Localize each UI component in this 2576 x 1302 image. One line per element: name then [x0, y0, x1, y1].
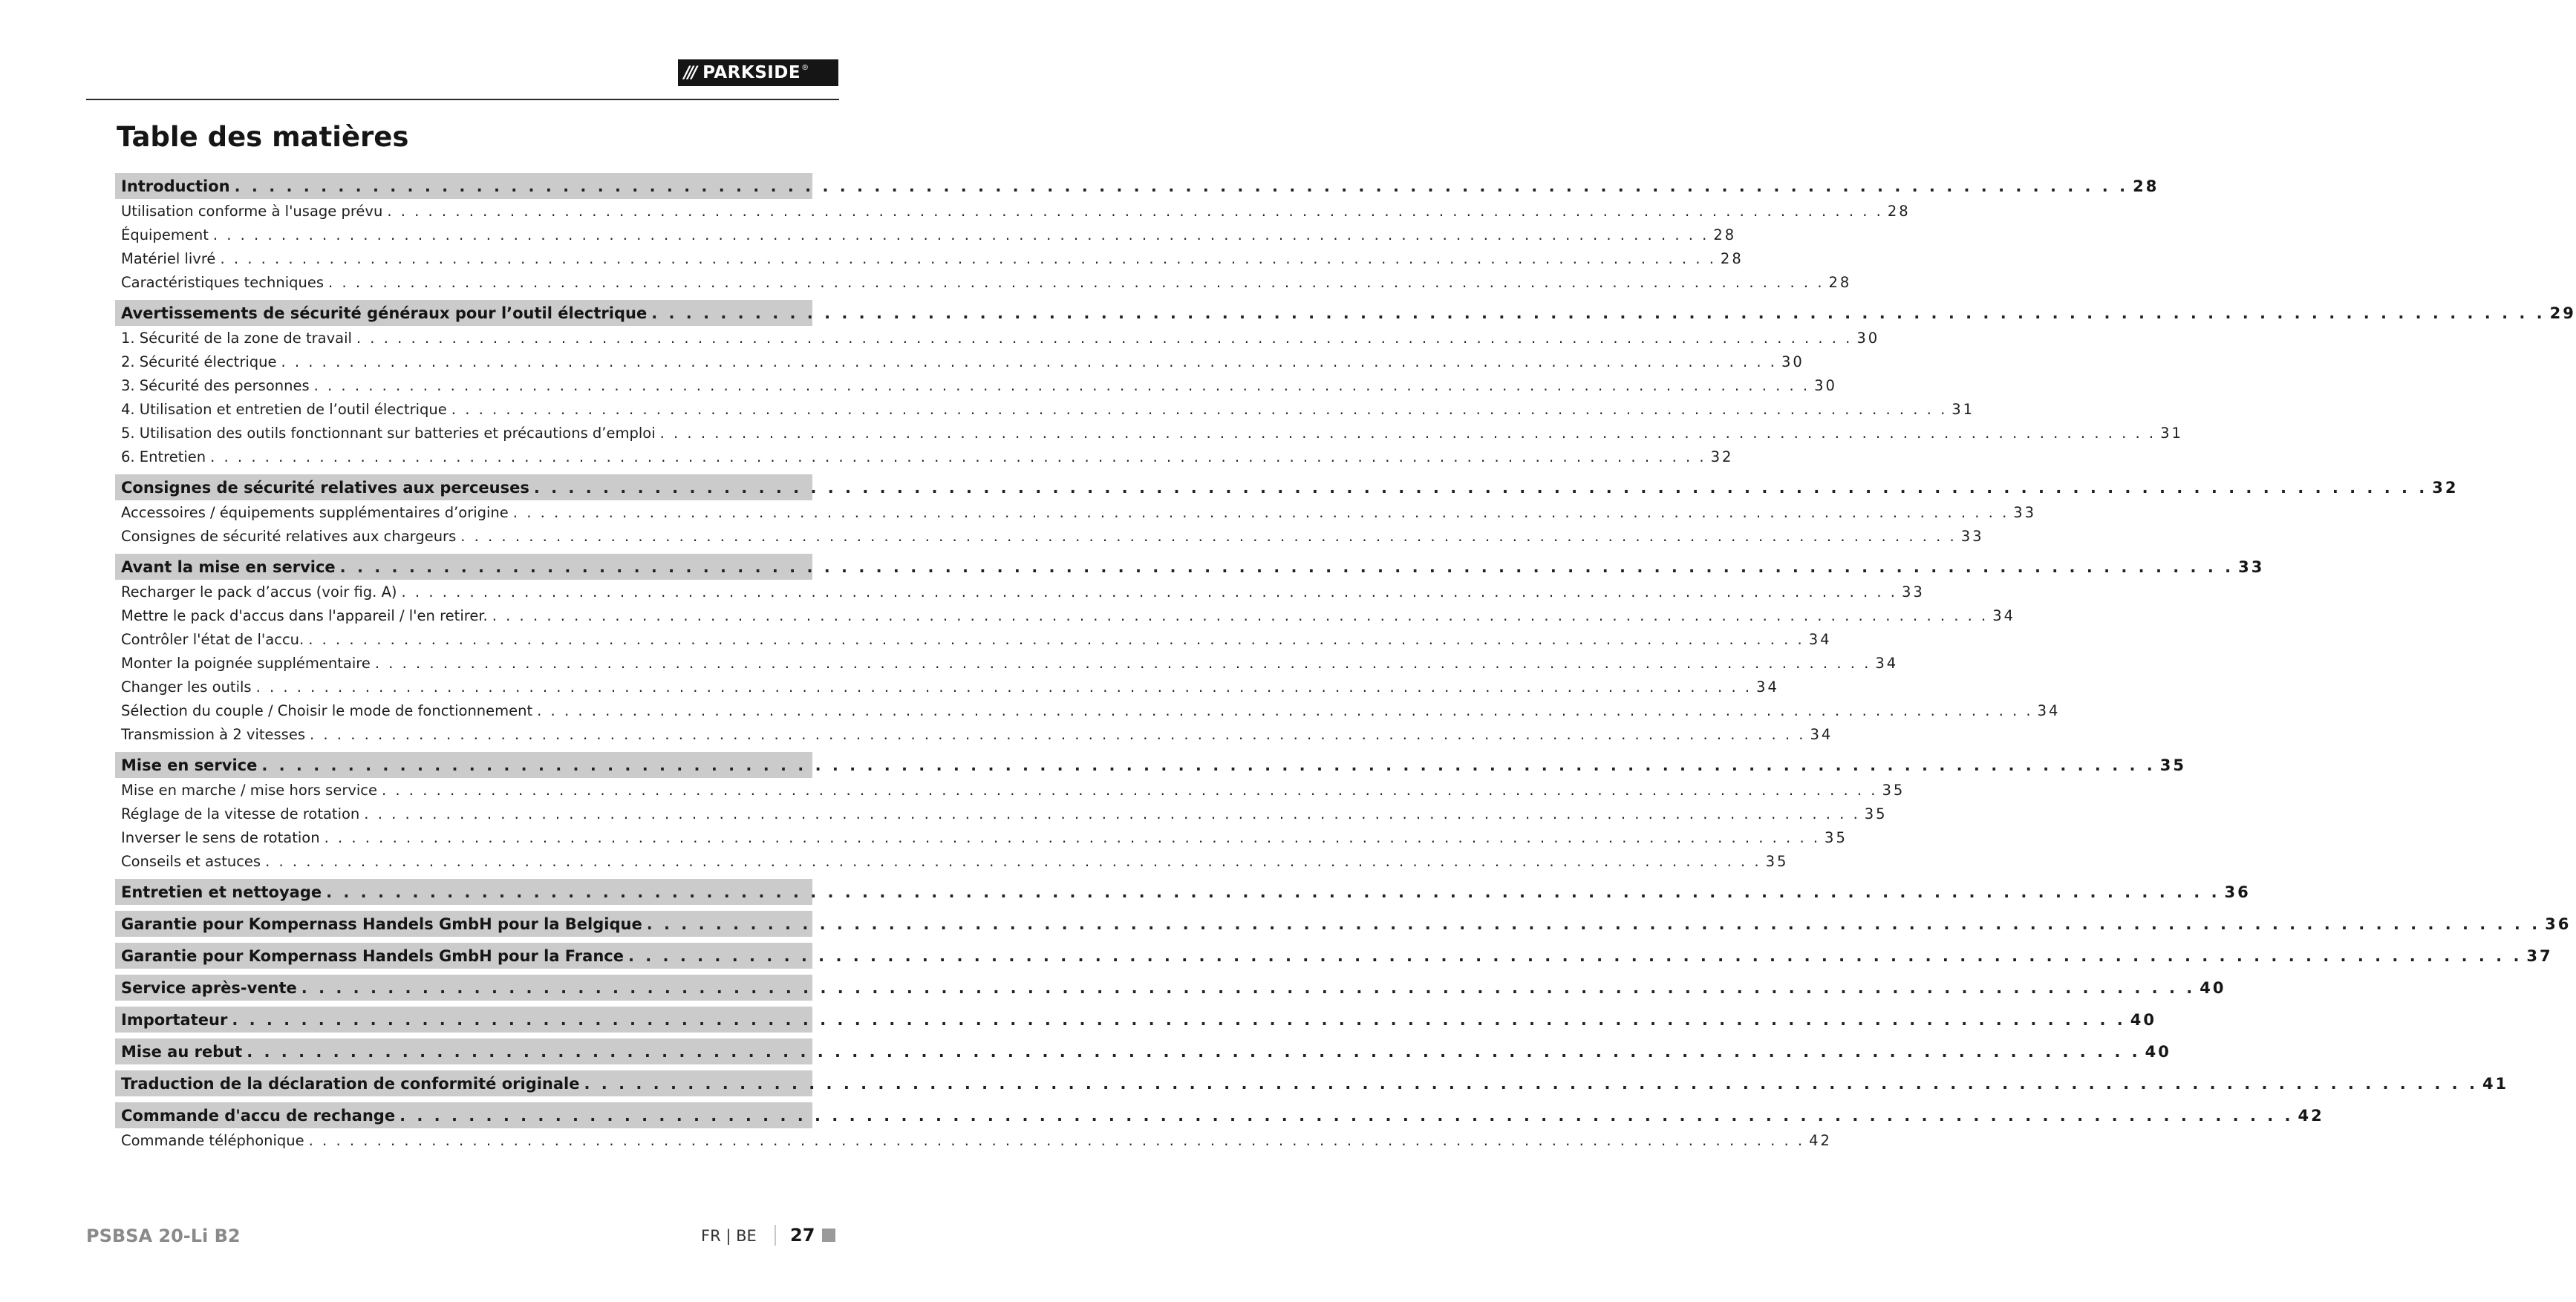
- toc-entry-title: Consignes de sécurité relatives aux perceuses: [121, 478, 529, 497]
- toc-gap: [115, 905, 812, 911]
- toc-entry-title: 4. Utilisation et entretien de l’outil électrique: [121, 400, 447, 418]
- toc-leader-dots: . . . . . . . . . . . . . . . . . . . . . . . . . . . . . . . . . . . . . . . . . . . . . . . . . . . . . . . . . . . . . . . . . . . . . . . . . . . . . . . . . . . . . . . . . . . . . . . . . . . . . . . . . . . . . .: [584, 1074, 2478, 1093]
- toc-entry-title: Réglage de la vitesse de rotation: [121, 805, 360, 822]
- toc-section-heading[interactable]: [115, 554, 2265, 580]
- toc-page-number: 40: [2145, 1042, 2171, 1061]
- toc-entry-title: Introduction: [121, 177, 230, 195]
- toc-page-number: 34: [1808, 630, 1832, 648]
- toc-entry-title: Mise en marche / mise hors service: [121, 781, 378, 799]
- toc-section-heading[interactable]: [115, 943, 2553, 969]
- toc-entry-title: Entretien et nettoyage: [121, 883, 322, 901]
- toc-entry-title: Recharger le pack d’accus (voir fig. A): [121, 583, 397, 601]
- toc-page-number: 35: [1825, 828, 1848, 846]
- toc-page-number: 31: [2160, 424, 2183, 442]
- toc-leader-dots: . . . . . . . . . . . . . . . . . . . . . . . . . . . . . . . . . . . . . . . . . . . . . . . . . . . . . . . . . . . . . . . . . . . . . . . . . . . . . . . . . . . . . . . . . . . . . . . . . . . . . . . . . . . . . .: [265, 852, 1761, 870]
- toc-leader-dots: . . . . . . . . . . . . . . . . . . . . . . . . . . . . . . . . . . . . . . . . . . . . . . . . . . . . . . . . . . . . . . . . . . . . . . . . . . . . . . . . . . . . . . . . . . . . . . . . . . . . . . . . . . . . . .: [537, 701, 2033, 719]
- toc-entry-title: Avant la mise en service: [121, 557, 336, 576]
- toc-entry[interactable]: [115, 778, 1905, 802]
- toc-page-number: 36: [2545, 915, 2572, 933]
- toc-leader-dots: . . . . . . . . . . . . . . . . . . . . . . . . . . . . . . . . . . . . . . . . . . . . . . . . . . . . . . . . . . . . . . . . . . . . . . . . . . . . . . . . . . . . . . . . . . . . . . . . . . . . . . . . . . . . . .: [512, 503, 2009, 521]
- toc-page-number: 33: [1960, 527, 1984, 545]
- toc-leader-dots: . . . . . . . . . . . . . . . . . . . . . . . . . . . . . . . . . . . . . . . . . . . . . . . . . . . . . . . . . . . . . . . . . . . . . . . . . . . . . . . . . . . . . . . . . . . . . . . . . . . . . . . . . . . . . .: [212, 226, 1709, 243]
- toc-gap: [115, 294, 812, 300]
- toc-leader-dots: . . . . . . . . . . . . . . . . . . . . . . . . . . . . . . . . . . . . . . . . . . . . . . . . . . . . . . . . . . . . . . . . . . . . . . . . . . . . . . . . . . . . . . . . . . . . . . . . . . . . . . . . . . . . . .: [308, 1131, 1805, 1149]
- toc-page-number: 34: [2037, 701, 2061, 719]
- toc-page-number: 42: [2298, 1106, 2324, 1125]
- toc-page-number: 35: [1864, 805, 1888, 822]
- toc-leader-dots: . . . . . . . . . . . . . . . . . . . . . . . . . . . . . . . . . . . . . . . . . . . . . . . . . . . . . . . . . . . . . . . . . . . . . . . . . . . . . . . . . . . . . . . . . . . . . . . . . . . . . . . . . . . . . .: [659, 424, 2156, 442]
- toc-entry-title: Mise au rebut: [121, 1042, 243, 1061]
- toc-leader-dots: . . . . . . . . . . . . . . . . . . . . . . . . . . . . . . . . . . . . . . . . . . . . . . . . . . . . . . . . . . . . . . . . . . . . . . . . . . . . . . . . . . . . . . . . . . . . . . . . . . . . . . . . . . . . . .: [234, 177, 2129, 195]
- toc-entry-title: Commande téléphonique: [121, 1131, 304, 1149]
- toc-gap: [115, 468, 812, 474]
- toc-page-number: 33: [2238, 557, 2265, 576]
- toc-leader-dots: . . . . . . . . . . . . . . . . . . . . . . . . . . . . . . . . . . . . . . . . . . . . . . . . . . . . . . . . . . . . . . . . . . . . . . . . . . . . . . . . . . . . . . . . . . . . . . . . . . . . . . . . . . . . . .: [460, 527, 1957, 545]
- toc-entry[interactable]: [115, 199, 1911, 223]
- toc-entry[interactable]: [115, 270, 1852, 294]
- toc-section-heading[interactable]: [115, 911, 2572, 937]
- toc-entry[interactable]: [115, 246, 1744, 270]
- toc-page-number: 37: [2526, 946, 2553, 965]
- toc-entry[interactable]: [115, 500, 2037, 524]
- toc-entry-title: Équipement: [121, 226, 209, 243]
- toc-section-heading[interactable]: [115, 1102, 2324, 1128]
- toc-leader-dots: . . . . . . . . . . . . . . . . . . . . . . . . . . . . . . . . . . . . . . . . . . . . . . . . . . . . . . . . . . . . . . . . . . . . . . . . . . . . . . . . . . . . . . . . . . . . . . . . . . . . . . . . . . . . . .: [451, 400, 1948, 418]
- toc-entry-title: Monter la poignée supplémentaire: [121, 654, 371, 672]
- toc-entry-title: Garantie pour Kompernass Handels GmbH pour la Belgique: [121, 915, 642, 933]
- toc-section-heading[interactable]: [115, 1038, 2171, 1064]
- toc-entry-title: 5. Utilisation des outils fonctionnant sur batteries et précautions d’emploi: [121, 424, 656, 442]
- toc-entry[interactable]: [115, 580, 1925, 603]
- toc-gap: [115, 1064, 812, 1070]
- toc-gap: [115, 1096, 812, 1102]
- toc-gap: [115, 548, 812, 554]
- toc-leader-dots: . . . . . . . . . . . . . . . . . . . . . . . . . . . . . . . . . . . . . . . . . . . . . . . . . . . . . . . . . . . . . . . . . . . . . . . . . . . . . . . . . . . . . . . . . . . . . . . . . . . . . . . . . . . . . .: [533, 478, 2428, 497]
- toc-entry-title: 2. Sécurité électrique: [121, 353, 277, 370]
- toc-section-heading[interactable]: [115, 474, 2459, 500]
- toc-entry[interactable]: [115, 350, 1804, 373]
- toc-leader-dots: . . . . . . . . . . . . . . . . . . . . . . . . . . . . . . . . . . . . . . . . . . . . . . . . . . . . . . . . . . . . . . . . . . . . . . . . . . . . . . . . . . . . . . . . . . . . . . . . . . . . . . . . . . . . . .: [255, 678, 1752, 696]
- toc-leader-dots: . . . . . . . . . . . . . . . . . . . . . . . . . . . . . . . . . . . . . . . . . . . . . . . . . . . . . . . . . . . . . . . . . . . . . . . . . . . . . . . . . . . . . . . . . . . . . . . . . . . . . . . . . . . . . .: [308, 630, 1804, 648]
- toc-page-number: 35: [2159, 756, 2187, 774]
- toc-leader-dots: . . . . . . . . . . . . . . . . . . . . . . . . . . . . . . . . . . . . . . . . . . . . . . . . . . . . . . . . . . . . . . . . . . . . . . . . . . . . . . . . . . . . . . . . . . . . . . . . . . . . . . . . . . . . . .: [646, 915, 2541, 933]
- toc-leader-dots: . . . . . . . . . . . . . . . . . . . . . . . . . . . . . . . . . . . . . . . . . . . . . . . . . . . . . . . . . . . . . . . . . . . . . . . . . . . . . . . . . . . . . . . . . . . . . . . . . . . . . . . . . . . . . .: [364, 805, 1860, 822]
- toc-section-heading[interactable]: [115, 1007, 2156, 1033]
- toc-entry[interactable]: [115, 675, 1779, 699]
- toc-page-number: 31: [1951, 400, 1975, 418]
- toc-page-number: 28: [1720, 249, 1744, 267]
- toc-page-number: 28: [1887, 202, 1911, 220]
- toc-entry[interactable]: [115, 397, 1975, 421]
- toc-leader-dots: . . . . . . . . . . . . . . . . . . . . . . . . . . . . . . . . . . . . . . . . . . . . . . . . . . . . . . . . . . . . . . . . . . . . . . . . . . . . . . . . . . . . . . . . . . . . . . . . . . . . . . . . . . . . . .: [326, 883, 2220, 901]
- toc-leader-dots: . . . . . . . . . . . . . . . . . . . . . . . . . . . . . . . . . . . . . . . . . . . . . . . . . . . . . . . . . . . . . . . . . . . . . . . . . . . . . . . . . . . . . . . . . . . . . . . . . . . . . . . . . . . . . .: [232, 1010, 2126, 1029]
- toc-entry-title: Garantie pour Kompernass Handels GmbH pour la France: [121, 946, 624, 965]
- toc-leader-dots: . . . . . . . . . . . . . . . . . . . . . . . . . . . . . . . . . . . . . . . . . . . . . . . . . . . . . . . . . . . . . . . . . . . . . . . . . . . . . . . . . . . . . . . . . . . . . . . . . . . . . . . . . . . . . .: [382, 781, 1878, 799]
- toc-leader-dots: . . . . . . . . . . . . . . . . . . . . . . . . . . . . . . . . . . . . . . . . . . . . . . . . . . . . . . . . . . . . . . . . . . . . . . . . . . . . . . . . . . . . . . . . . . . . . . . . . . . . . . . . . . . . . .: [310, 725, 1806, 743]
- toc-page-number: 35: [1765, 852, 1789, 870]
- toc-section-heading[interactable]: [115, 300, 2576, 326]
- toc-page-number: 34: [1810, 725, 1833, 743]
- toc-page-number: 29: [2549, 304, 2576, 322]
- toc-entry[interactable]: [115, 651, 1899, 675]
- toc-entry[interactable]: [115, 445, 1734, 468]
- toc-entry-title: Caractéristiques techniques: [121, 273, 325, 291]
- toc-leader-dots: . . . . . . . . . . . . . . . . . . . . . . . . . . . . . . . . . . . . . . . . . . . . . . . . . . . . . . . . . . . . . . . . . . . . . . . . . . . . . . . . . . . . . . . . . . . . . . . . . . . . . . . . . . . . . .: [220, 249, 1716, 267]
- toc-entry-title: Transmission à 2 vitesses: [121, 725, 305, 743]
- header-rule: [86, 99, 839, 100]
- toc-entry-title: Importateur: [121, 1010, 228, 1029]
- toc-page-number: 40: [2130, 1010, 2156, 1029]
- toc-gap: [115, 969, 812, 975]
- toc-section-heading[interactable]: [115, 975, 2226, 1001]
- toc-entry[interactable]: [115, 825, 1848, 849]
- toc-page-number: 32: [1710, 448, 1734, 465]
- toc-entry[interactable]: [115, 1128, 1832, 1152]
- toc-page-number: 33: [2013, 503, 2037, 521]
- toc-leader-dots: . . . . . . . . . . . . . . . . . . . . . . . . . . . . . . . . . . . . . . . . . . . . . . . . . . . . . . . . . . . . . . . . . . . . . . . . . . . . . . . . . . . . . . . . . . . . . . . . . . . . . . . . . . . . . .: [401, 583, 1897, 601]
- toc-gap: [115, 746, 812, 752]
- footer-language: FR | BE: [701, 1227, 757, 1245]
- toc-entry-title: Changer les outils: [121, 678, 252, 696]
- toc-page-number: 36: [2224, 883, 2251, 901]
- toc-entry[interactable]: [115, 524, 1984, 548]
- toc-entry-title: 3. Sécurité des personnes: [121, 376, 310, 394]
- toc-entry-title: 1. Sécurité de la zone de travail: [121, 329, 352, 347]
- toc-leader-dots: . . . . . . . . . . . . . . . . . . . . . . . . . . . . . . . . . . . . . . . . . . . . . . . . . . . . . . . . . . . . . . . . . . . . . . . . . . . . . . . . . . . . . . . . . . . . . . . . . . . . . . . . . . . . . .: [492, 606, 1989, 624]
- toc-page-number: 30: [1814, 376, 1837, 394]
- toc-entry-title: Mettre le pack d'accus dans l'appareil / l'en retirer.: [121, 606, 488, 624]
- toc-page-number: 30: [1781, 353, 1804, 370]
- toc-leader-dots: . . . . . . . . . . . . . . . . . . . . . . . . . . . . . . . . . . . . . . . . . . . . . . . . . . . . . . . . . . . . . . . . . . . . . . . . . . . . . . . . . . . . . . . . . . . . . . . . . . . . . . . . . . . . . .: [400, 1106, 2294, 1125]
- toc-page-number: 33: [1902, 583, 1925, 601]
- toc-page-number: 28: [1713, 226, 1737, 243]
- toc-entry-title: Contrôler l'état de l'accu.: [121, 630, 304, 648]
- toc-entry[interactable]: [115, 603, 2016, 627]
- toc-gap: [115, 1033, 812, 1038]
- toc-section-heading[interactable]: [115, 173, 2159, 199]
- toc-page-number: 28: [2133, 177, 2159, 195]
- toc-leader-dots: . . . . . . . . . . . . . . . . . . . . . . . . . . . . . . . . . . . . . . . . . . . . . . . . . . . . . . . . . . . . . . . . . . . . . . . . . . . . . . . . . . . . . . . . . . . . . . . . . . . . . . . . . . . . . .: [627, 946, 2523, 965]
- toc-entry[interactable]: [115, 627, 1832, 651]
- toc-section-heading[interactable]: [115, 879, 2251, 905]
- toc-leader-dots: . . . . . . . . . . . . . . . . . . . . . . . . . . . . . . . . . . . . . . . . . . . . . . . . . . . . . . . . . . . . . . . . . . . . . . . . . . . . . . . . . . . . . . . . . . . . . . . . . . . . . . . . . . . . . .: [387, 202, 1883, 220]
- toc-gap: [115, 873, 812, 879]
- toc-entry-title: Utilisation conforme à l'usage prévu: [121, 202, 383, 220]
- toc-leader-dots: . . . . . . . . . . . . . . . . . . . . . . . . . . . . . . . . . . . . . . . . . . . . . . . . . . . . . . . . . . . . . . . . . . . . . . . . . . . . . . . . . . . . . . . . . . . . . . . . . . . . . . . . . . . . . .: [247, 1042, 2141, 1061]
- parkside-logo: [678, 59, 838, 86]
- toc-page-number: 30: [1856, 329, 1880, 347]
- toc-section-heading[interactable]: [115, 1070, 2509, 1096]
- toc-entry[interactable]: [115, 421, 2183, 445]
- footer-square-marker: [822, 1229, 835, 1242]
- toc-entry-title: Traduction de la déclaration de conformité originale: [121, 1074, 580, 1093]
- toc-entry[interactable]: [115, 802, 1888, 825]
- toc-entry-title: Avertissements de sécurité généraux pour l’outil électrique: [121, 304, 648, 322]
- toc-entry[interactable]: [115, 373, 1837, 397]
- logo-slashes: ///: [684, 63, 696, 82]
- toc-page-number: 28: [1828, 273, 1852, 291]
- toc-entry-title: 6. Entretien: [121, 448, 206, 465]
- toc-page-number: 41: [2482, 1074, 2509, 1093]
- toc-leader-dots: . . . . . . . . . . . . . . . . . . . . . . . . . . . . . . . . . . . . . . . . . . . . . . . . . . . . . . . . . . . . . . . . . . . . . . . . . . . . . . . . . . . . . . . . . . . . . . . . . . . . . . . . . . . . . .: [313, 376, 1810, 394]
- toc-entry-title: Consignes de sécurité relatives aux chargeurs: [121, 527, 457, 545]
- page-title: Table des matières: [117, 121, 409, 153]
- toc-leader-dots: . . . . . . . . . . . . . . . . . . . . . . . . . . . . . . . . . . . . . . . . . . . . . . . . . . . . . . . . . . . . . . . . . . . . . . . . . . . . . . . . . . . . . . . . . . . . . . . . . . . . . . . . . . . . . .: [261, 756, 2156, 774]
- table-of-contents: [115, 173, 2576, 1152]
- toc-leader-dots: . . . . . . . . . . . . . . . . . . . . . . . . . . . . . . . . . . . . . . . . . . . . . . . . . . . . . . . . . . . . . . . . . . . . . . . . . . . . . . . . . . . . . . . . . . . . . . . . . . . . . . . . . . . . . .: [328, 273, 1825, 291]
- toc-leader-dots: . . . . . . . . . . . . . . . . . . . . . . . . . . . . . . . . . . . . . . . . . . . . . . . . . . . . . . . . . . . . . . . . . . . . . . . . . . . . . . . . . . . . . . . . . . . . . . . . . . . . . . . . . . . . . .: [281, 353, 1777, 370]
- toc-section-heading[interactable]: [115, 752, 2187, 778]
- toc-entry-title: Matériel livré: [121, 249, 216, 267]
- footer-divider: [775, 1225, 776, 1246]
- logo-registered-mark: ®: [801, 64, 809, 72]
- toc-page-number: 32: [2432, 478, 2459, 497]
- toc-page-number: 34: [1992, 606, 2016, 624]
- footer-page-number: 27: [790, 1225, 815, 1246]
- toc-gap: [115, 937, 812, 943]
- toc-entry[interactable]: [115, 223, 1737, 246]
- toc-page-number: 40: [2200, 978, 2226, 997]
- toc-leader-dots: . . . . . . . . . . . . . . . . . . . . . . . . . . . . . . . . . . . . . . . . . . . . . . . . . . . . . . . . . . . . . . . . . . . . . . . . . . . . . . . . . . . . . . . . . . . . . . . . . . . . . . . . . . . . . .: [301, 978, 2196, 997]
- toc-leader-dots: . . . . . . . . . . . . . . . . . . . . . . . . . . . . . . . . . . . . . . . . . . . . . . . . . . . . . . . . . . . . . . . . . . . . . . . . . . . . . . . . . . . . . . . . . . . . . . . . . . . . . . . . . . . . . .: [210, 448, 1706, 465]
- toc-entry-title: Conseils et astuces: [121, 852, 261, 870]
- toc-entry[interactable]: [115, 722, 1833, 746]
- toc-leader-dots: . . . . . . . . . . . . . . . . . . . . . . . . . . . . . . . . . . . . . . . . . . . . . . . . . . . . . . . . . . . . . . . . . . . . . . . . . . . . . . . . . . . . . . . . . . . . . . . . . . . . . . . . . . . . . .: [356, 329, 1853, 347]
- toc-page-number: 42: [1809, 1131, 1832, 1149]
- toc-entry-title: Inverser le sens de rotation: [121, 828, 320, 846]
- toc-leader-dots: . . . . . . . . . . . . . . . . . . . . . . . . . . . . . . . . . . . . . . . . . . . . . . . . . . . . . . . . . . . . . . . . . . . . . . . . . . . . . . . . . . . . . . . . . . . . . . . . . . . . . . . . . . . . . .: [651, 304, 2546, 322]
- toc-entry[interactable]: [115, 326, 1880, 350]
- toc-page-number: 34: [1875, 654, 1899, 672]
- toc-leader-dots: . . . . . . . . . . . . . . . . . . . . . . . . . . . . . . . . . . . . . . . . . . . . . . . . . . . . . . . . . . . . . . . . . . . . . . . . . . . . . . . . . . . . . . . . . . . . . . . . . . . . . . . . . . . . . .: [324, 828, 1821, 846]
- toc-entry-title: Mise en service: [121, 756, 258, 774]
- logo-brand-name: PARKSIDE: [702, 63, 801, 82]
- toc-entry-title: Commande d'accu de rechange: [121, 1106, 396, 1125]
- toc-page-number: 34: [1756, 678, 1779, 696]
- toc-entry[interactable]: [115, 699, 2061, 722]
- toc-entry[interactable]: [115, 849, 1789, 873]
- toc-entry-title: Sélection du couple / Choisir le mode de fonctionnement: [121, 701, 533, 719]
- toc-entry-title: Service après-vente: [121, 978, 297, 997]
- toc-page-number: 35: [1882, 781, 1905, 799]
- toc-gap: [115, 1001, 812, 1007]
- toc-leader-dots: . . . . . . . . . . . . . . . . . . . . . . . . . . . . . . . . . . . . . . . . . . . . . . . . . . . . . . . . . . . . . . . . . . . . . . . . . . . . . . . . . . . . . . . . . . . . . . . . . . . . . . . . . . . . . .: [339, 557, 2234, 576]
- toc-leader-dots: . . . . . . . . . . . . . . . . . . . . . . . . . . . . . . . . . . . . . . . . . . . . . . . . . . . . . . . . . . . . . . . . . . . . . . . . . . . . . . . . . . . . . . . . . . . . . . . . . . . . . . . . . . . . . .: [374, 654, 1871, 672]
- toc-entry-title: Accessoires / équipements supplémentaires d’origine: [121, 503, 509, 521]
- footer-model-name: PSBSA 20-Li B2: [86, 1226, 241, 1246]
